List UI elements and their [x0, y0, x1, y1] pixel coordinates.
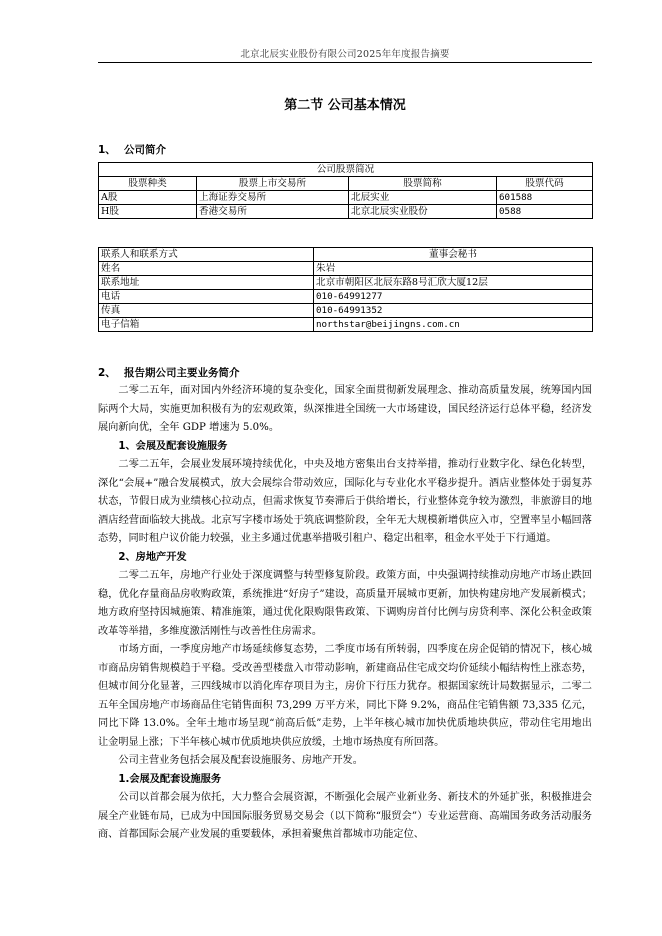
table-cell: 姓名 — [99, 262, 314, 276]
subsection-heading: 2、房地产开发 — [118, 551, 187, 563]
table-cell: A股 — [99, 191, 197, 205]
table-cell: 北辰实业 — [349, 191, 497, 205]
company-intro-heading — [98, 142, 166, 157]
table-row — [99, 262, 593, 276]
table-cell: 香港交易所 — [197, 205, 349, 219]
subsection-heading: 1.会展及配套设施服务 — [118, 773, 222, 785]
table-header-cell: 董事会秘书 — [314, 248, 593, 262]
table-cell: 601588 — [497, 191, 593, 205]
table-header-cell: 股票代码 — [497, 177, 593, 191]
stock-table-caption: 公司股票简况 — [99, 163, 593, 177]
table-row — [99, 290, 593, 304]
business-title: 报告期公司主要业务简介 — [124, 367, 240, 379]
table-header-cell: 股票上市交易所 — [197, 177, 349, 191]
business-heading — [98, 365, 240, 380]
table-row — [99, 205, 593, 219]
paragraph: 二零二五年，房地产行业处于深度调整与转型修复阶段。政策方面，中央强调持续推动房地产市场止跌回稳，优化存量商品房收购政策，系统推进“好房子”建设，高质量开展城市更新，加快构建房地产发展新模式；地方政府坚持因城施策、精准施策，通过优化限购限售政策、下调购房首付比例与房贷利率、深化公积金政策改革等举措，多维度激活刚性与改善性住房需求。 — [98, 570, 592, 637]
paragraph: 二零二五年，面对国内外经济环境的复杂变化，国家全面贯彻新发展理念、推动高质量发展，统筹国内国际两个大局，实施更加积极有为的宏观政策，纵深推进全国统一大市场建设，国民经济运行总体平稳，经济发展向新向优，全年 GDP 增速为 5.0%。 — [98, 385, 592, 433]
paragraph: 二零二五年，会展业发展环境持续优化，中央及地方密集出台支持举措，推动行业数字化、绿色化转型，深化“会展+”融合发展模式，放大会展综合带动效应，国际化与专业化水平稳步提升。酒店业整体处于弱复苏状态，节假日成为业绩核心拉动点，但需求恢复节奏滞后于供给增长，行业整体竞争较为激烈，非旅游目的地酒店经营面临较大挑战。北京写字楼市场处于筑底调整阶段，全年无大规模新增供应入市，空置率呈小幅回落态势，同时租户议价能力较强，业主多通过优惠举措吸引租户、稳定出租率，租金水平处于下行通道。 — [98, 459, 592, 544]
table-cell: 上海证券交易所 — [197, 191, 349, 205]
company-intro-number: 1、 — [98, 144, 116, 156]
running-header: 北京北辰实业股份有限公司2025年年度报告摘要 — [240, 49, 450, 60]
table-cell: 北京北辰实业股份 — [349, 205, 497, 219]
table-row — [99, 318, 593, 332]
business-number: 2、 — [98, 367, 116, 379]
table-cell: 联系地址 — [99, 276, 314, 290]
contact-table — [98, 247, 593, 332]
table-cell: 010-64991277 — [314, 290, 593, 304]
table-header-cell: 联系人和联系方式 — [99, 248, 314, 262]
table-cell: 北京市朝阳区北辰东路8号汇欣大厦12层 — [314, 276, 593, 290]
table-cell: 电子信箱 — [99, 318, 314, 332]
paragraph: 市场方面，一季度房地产市场延续修复态势，二季度市场有所转弱，四季度在房企促销的情况下，核心城市商品房销售规模趋于平稳。受改善型楼盘入市带动影响，新建商品住宅成交均价延续小幅结构性上涨态势，但城市间分化显著，三四线城市以消化库存项目为主，房价下行压力犹存。根据国家统计局数据显示，二零二五年全国房地产市场商品住宅销售面积 73,299 万平方米，同比下降 9.2%，商品住宅销售额 73,335 亿元，同比下降 13.0%。全年土地市场呈现“前高后低”走势，上半年核心城市加快优质地块供应，带动住宅用地出让金明显上涨；下半年核心城市优质地块供应放缓，土地市场热度有所回落。 — [98, 644, 592, 748]
table-cell: 传真 — [99, 304, 314, 318]
section-title: 第二节 公司基本情况 — [284, 98, 406, 113]
table-cell: 010-64991352 — [314, 304, 593, 318]
company-intro-title: 公司简介 — [124, 144, 166, 156]
subsection-heading: 1、会展及配套设施服务 — [118, 440, 228, 452]
header-divider — [98, 62, 592, 63]
contact-table-header-row — [99, 248, 593, 262]
email-link[interactable]: northstar@beijingns.com.cn — [314, 318, 593, 332]
table-row — [99, 191, 593, 205]
stock-table-header-row — [99, 177, 593, 191]
business-body — [98, 382, 592, 845]
paragraph: 公司主营业务包括会展及配套设施服务、房地产开发。 — [118, 755, 363, 766]
stock-table — [98, 162, 593, 219]
table-row — [99, 276, 593, 290]
table-cell: H股 — [99, 205, 197, 219]
table-cell: 电话 — [99, 290, 314, 304]
table-cell: 0588 — [497, 205, 593, 219]
table-header-cell: 股票简称 — [349, 177, 497, 191]
table-cell: 朱岩 — [314, 262, 593, 276]
table-row — [99, 304, 593, 318]
table-header-cell: 股票种类 — [99, 177, 197, 191]
paragraph: 公司以首都会展为依托，大力整合会展资源，不断强化会展产业新业务、新技术的外延扩张，积极推进会展全产业链布局，已成为中国国际服务贸易交易会（以下简称“服贸会”）专业运营商、高端国务政务活动服务商、首都国际会展产业发展的重要载体，承担着聚焦首都城市功能定位、 — [98, 792, 592, 840]
